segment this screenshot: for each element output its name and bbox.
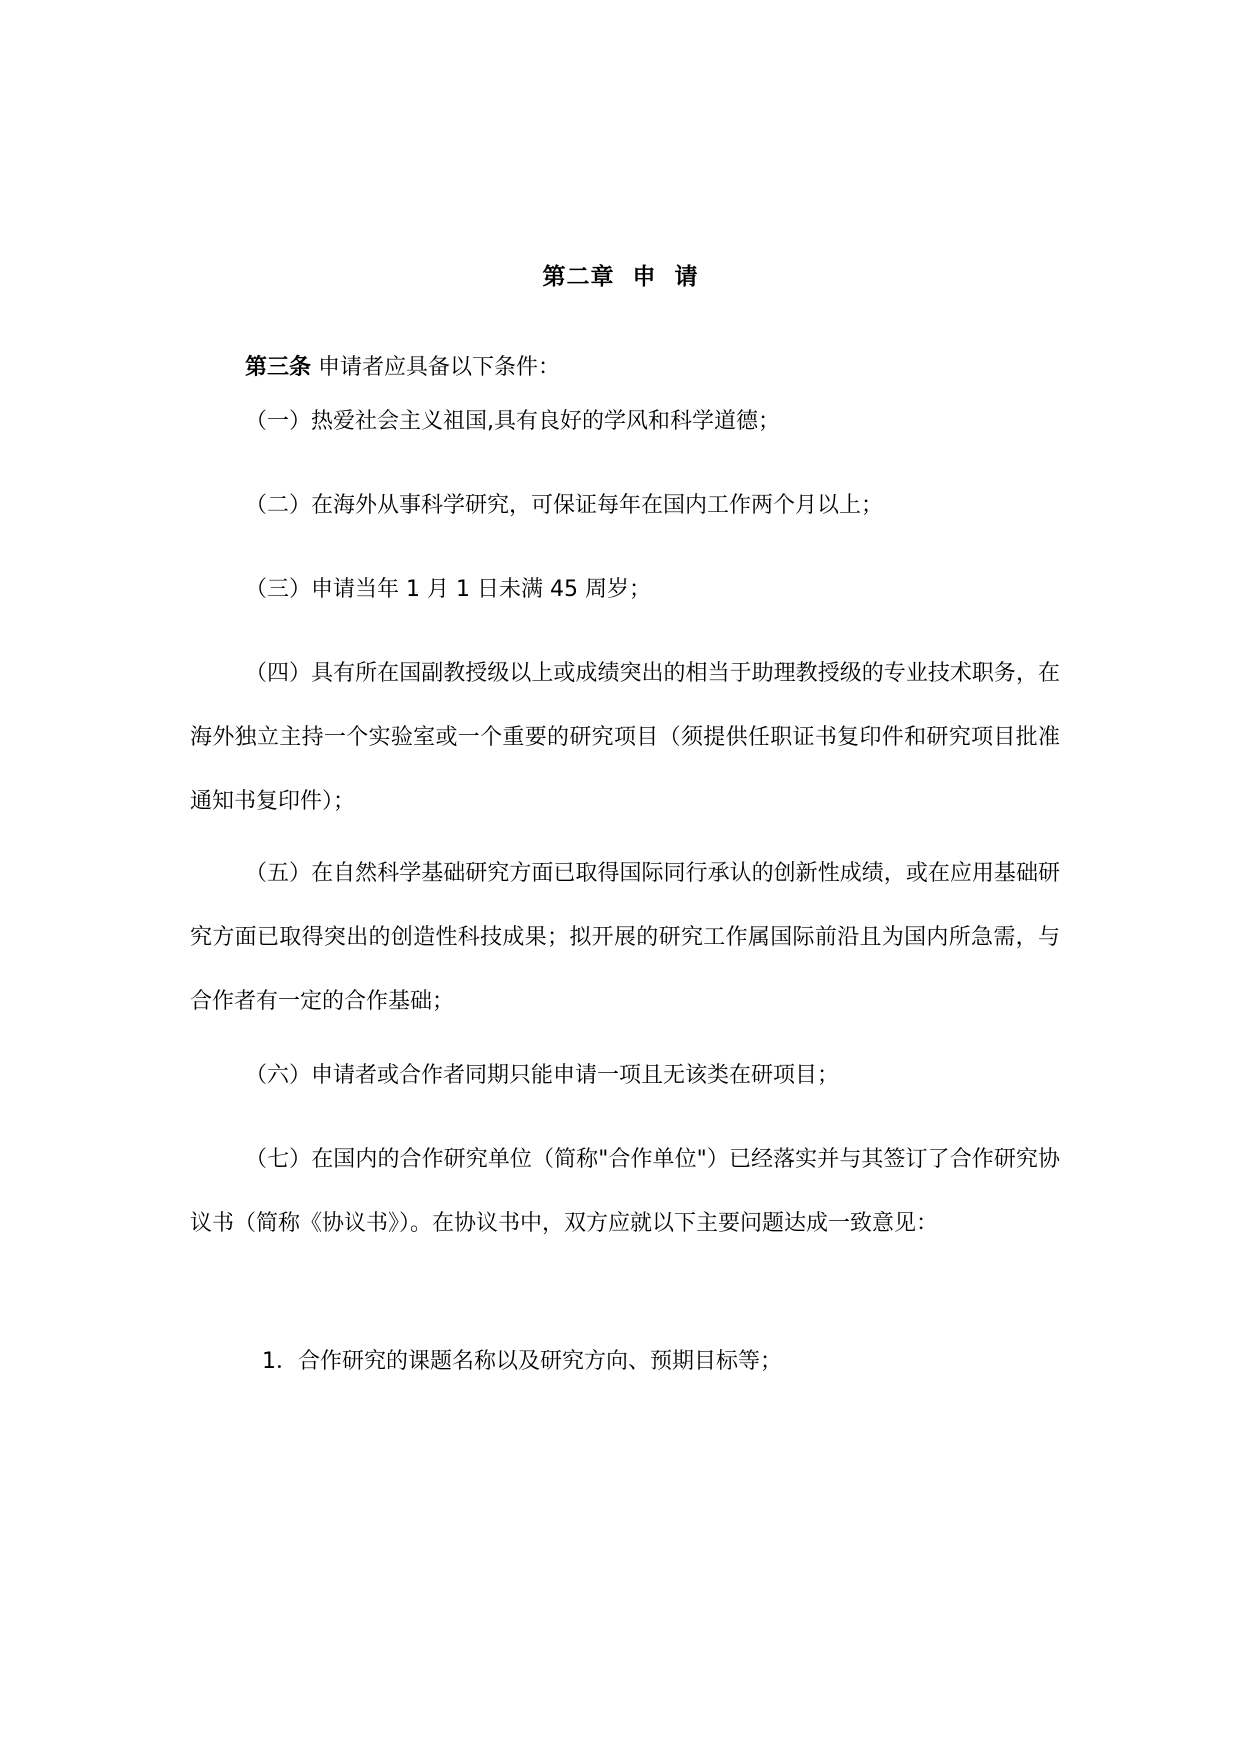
condition-7: （七）在国内的合作研究单位（简称"合作单位"）已经落实并与其签订了合作研究协议书（简称《协议书》）。在协议书中，双方应就以下主要问题达成一致意见： [190, 1147, 1060, 1236]
condition-2: （二）在海外从事科学研究，可保证每年在国内工作两个月以上； [245, 493, 884, 518]
condition-1: （一）热爱社会主义祖国,具有良好的学风和科学道德； [245, 409, 780, 434]
article-label: 第三条 [245, 355, 312, 380]
article-text: 申请者应具备以下条件： [311, 355, 561, 380]
agreement-item-1: 1．合作研究的课题名称以及研究方向、预期目标等； [262, 1349, 782, 1374]
condition-6: （六）申请者或合作者同期只能申请一项且无该类在研项目； [245, 1063, 840, 1088]
chapter-title: 第二章 申 请 [542, 264, 699, 290]
condition-5: （五）在自然科学基础研究方面已取得国际同行承认的创新性成绩，或在应用基础研究方面已取得突出的创造性科技成果；拟开展的研究工作属国际前沿且为国内所急需，与合作者有一定的合作基础； [190, 861, 1060, 1014]
condition-3: （三）申请当年 1 月 1 日未满 45 周岁； [245, 577, 651, 602]
condition-4: （四）具有所在国副教授级以上或成绩突出的相当于助理教授级的专业技术职务，在海外独立主持一个实验室或一个重要的研究项目（须提供任职证书复印件和研究项目批准通知书复印件）； [190, 661, 1060, 814]
